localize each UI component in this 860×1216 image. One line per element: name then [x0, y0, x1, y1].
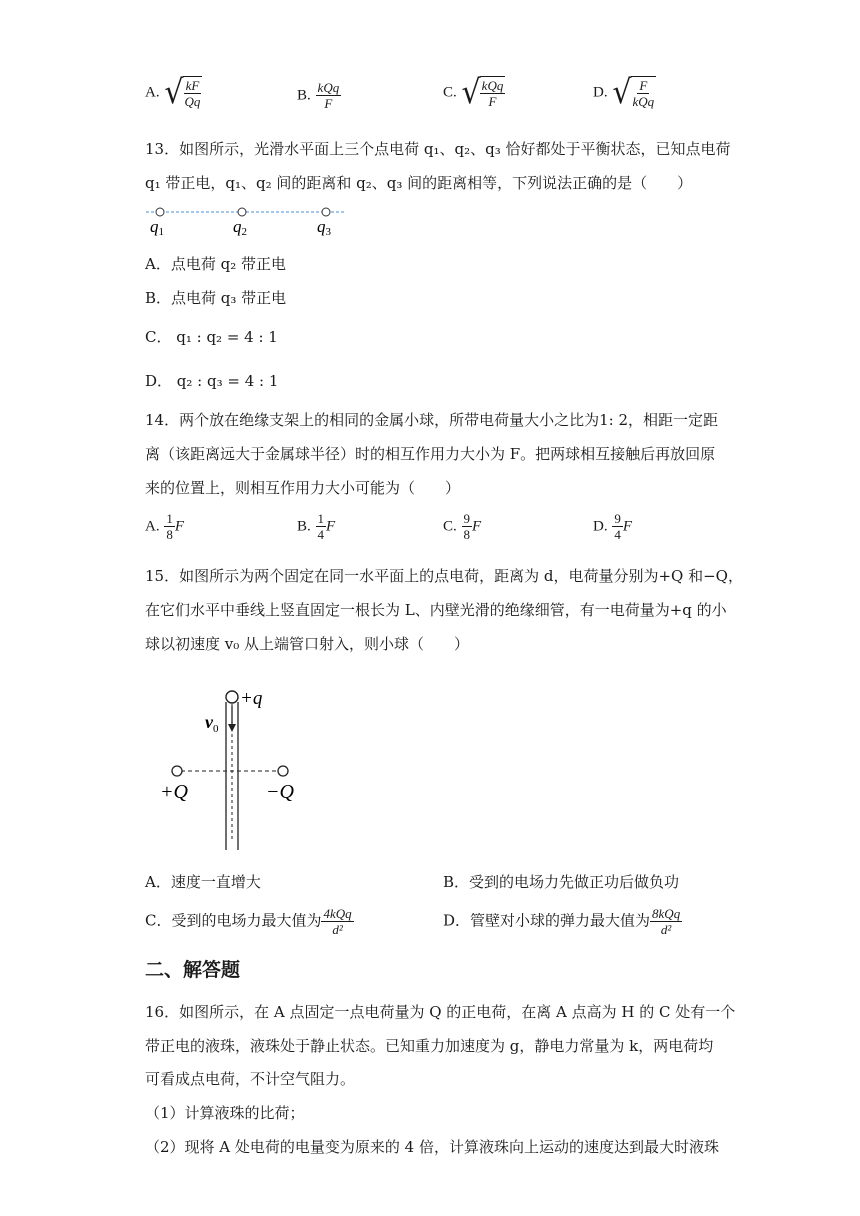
q13-option-b: B．点电荷 q₃ 带正电: [145, 289, 287, 307]
q14-stem-line1: 14．两个放在绝缘支架上的相同的金属小球，所带电荷量大小之比为1: 2，相距一定距: [145, 411, 718, 429]
q16-sub-question-1: （1）计算液珠的比荷；: [145, 1104, 305, 1122]
q13-charge-q3-dot: [322, 208, 330, 216]
q13-charge-q1-label: q1: [150, 217, 164, 238]
option-label: D.: [593, 84, 608, 101]
option-label: C.: [443, 84, 457, 101]
q15-tube-diagram: [150, 680, 320, 855]
sqrt-expression: √ $\frac{kF}{Qq}$: [164, 72, 201, 112]
left-charge-label: +Q: [160, 781, 188, 803]
q12-option-d: [593, 72, 656, 112]
q14-stem-line2: 离（该距离远大于金属球半径）时的相互作用力大小为 F。把两球相互接触后再放回原: [145, 445, 716, 463]
option-label: A.: [145, 84, 160, 101]
q13-charge-q3-label: q3: [317, 217, 331, 238]
q16-stem-line3: 可看成点电荷，不计空气阻力。: [145, 1070, 356, 1088]
arrowhead-icon: [228, 724, 236, 732]
q14-option-c: C. $\frac{9}{8}$ F: [443, 511, 482, 542]
q12-option-c: [443, 72, 505, 112]
q15-option-d: D．管壁对小球的弹力最大值为 $\frac{\text{8kQq}}{\text{d²}}$: [443, 906, 681, 937]
q13-option-c: C． q₁ : q₂ = 4 : 1: [145, 328, 278, 346]
q14-option-b: B. $\frac{1}{4}$ F: [297, 511, 336, 542]
q14-option-a: A. $\frac{1}{8}$ F: [145, 511, 185, 542]
q13-charge-q2-label: q2: [233, 217, 247, 238]
ball-icon: [226, 691, 238, 703]
negative-charge-dot: [278, 766, 288, 776]
q13-charge-q1-dot: [156, 208, 164, 216]
q13-option-d: D． q₂ : q₃ = 4 : 1: [145, 372, 279, 390]
sqrt-expression: √ $\frac{F}{\text{kQq}}$: [612, 72, 655, 112]
q15-stem-line1: 15．如图所示为两个固定在同一水平面上的点电荷，距离为 d，电荷量分别为+Q 和−Q，: [145, 567, 743, 585]
q15-option-c: C．受到的电场力最大值为 $\frac{\text{4kQq}}{\text{d²}}$: [145, 906, 352, 937]
q13-stem-line2: q₁ 带正电，q₁、q₂ 间的距离和 q₂、q₃ 间的距离相等，下列说法正确的是（ ）: [145, 174, 693, 192]
q13-option-a: A．点电荷 q₂ 带正电: [145, 255, 286, 273]
q15-option-a: A．速度一直增大: [145, 873, 261, 891]
positive-charge-dot: [172, 766, 182, 776]
q14-stem-line3: 来的位置上，则相互作用力大小可能为（ ）: [145, 479, 461, 497]
q15-option-b: B．受到的电场力先做正功后做负功: [443, 873, 680, 891]
q12-option-b: [297, 80, 341, 111]
q12-option-a: [145, 72, 202, 112]
q16-stem-line2: 带正电的液珠，液珠处于静止状态。已知重力加速度为 g，静电力常量为 k，两电荷均: [145, 1037, 714, 1055]
q13-charge-diagram: [140, 200, 360, 242]
fraction: $\frac{\text{kQq}}{F}$: [317, 80, 340, 111]
q13-stem-line1: 13．如图所示，光滑水平面上三个点电荷 q₁、q₂、q₃ 恰好都处于平衡状态，已知点电荷: [145, 140, 731, 158]
velocity-label: $v_0$: [205, 712, 219, 735]
sqrt-expression: √ $\frac{\text{kQq}}{F}$: [461, 72, 504, 112]
q15-stem-line3: 球以初速度 v₀ 从上端管口射入，则小球（ ）: [145, 635, 470, 653]
q14-option-d: D. $\frac{9}{4}$ F: [593, 511, 633, 542]
right-charge-label: −Q: [266, 781, 294, 803]
q13-charge-q2-dot: [238, 208, 246, 216]
option-label: B.: [297, 87, 311, 104]
section-heading: 二、解答题: [145, 959, 241, 981]
q15-stem-line2: 在它们水平中垂线上竖直固定一根长为 L、内壁光滑的绝缘细管，有一电荷量为+q 的小: [145, 601, 727, 619]
q16-sub-question-2: （2）现将 A 处电荷的电量变为原来的 4 倍，计算液珠向上运动的速度达到最大时液珠: [145, 1138, 719, 1156]
top-charge-label: +q: [240, 688, 263, 709]
q16-stem-line1: 16．如图所示，在 A 点固定一点电荷量为 Q 的正电荷，在离 A 点高为 H 的 C 处有一个: [145, 1003, 736, 1021]
